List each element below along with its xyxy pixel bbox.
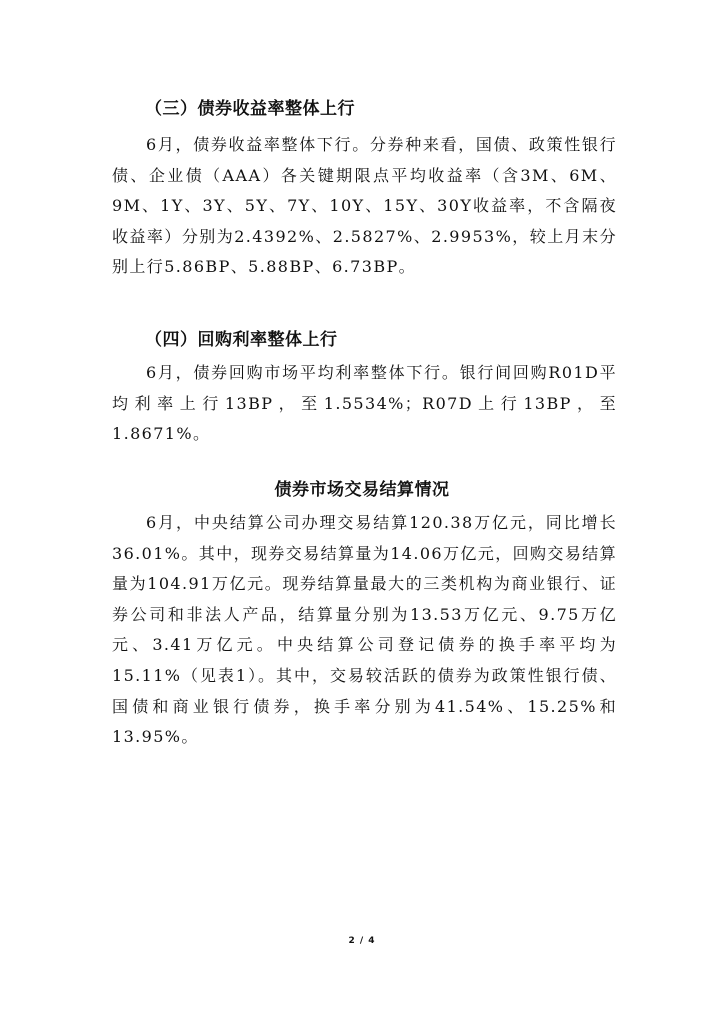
settlement-section-title: 债券市场交易结算情况	[274, 480, 450, 500]
settlement-paragraph: 6月，中央结算公司办理交易结算120.38万亿元，同比增长36.01%。其中，现券交易结算量为14.06万亿元，回购交易结算量为104.91万亿元。现券结算量最大的三类机构为商业银行、证券公司和非法人产品，结算量分别为13.53万亿元、9.75万亿元、3.41万亿元。中央结算公司登记债券的换手率平均为15.11%（见表1）。其中，交易较活跃的债券为政策性银行债、国债和商业银行债券，换手率分别为41.54%、15.25%和13.95%。	[112, 513, 618, 747]
bond-yield-paragraph: 6月，债券收益率整体下行。分券种来看，国债、政策性银行债、企业债（AAA）各关键期限点平均收益率（含3M、6M、9M、1Y、3Y、5Y、7Y、10Y、15Y、30Y收益率，不含隔夜收益率）分别为2.4392%、2.5827%、2.9953%，较上月末分别上行5.86BP、5.88BP、6.73BP。	[112, 135, 617, 277]
bond-yield-heading: （三）债券收益率整体上行	[145, 99, 355, 119]
page-number: 2 / 4	[348, 936, 376, 946]
repo-rate-paragraph: 6月，债券回购市场平均利率整体下行。银行间回购R01D平均利率上行13BP，至1.5534%；R07D上行13BP，至1.8671%。	[112, 363, 617, 444]
repo-rate-heading: （四）回购利率整体上行	[145, 330, 338, 350]
